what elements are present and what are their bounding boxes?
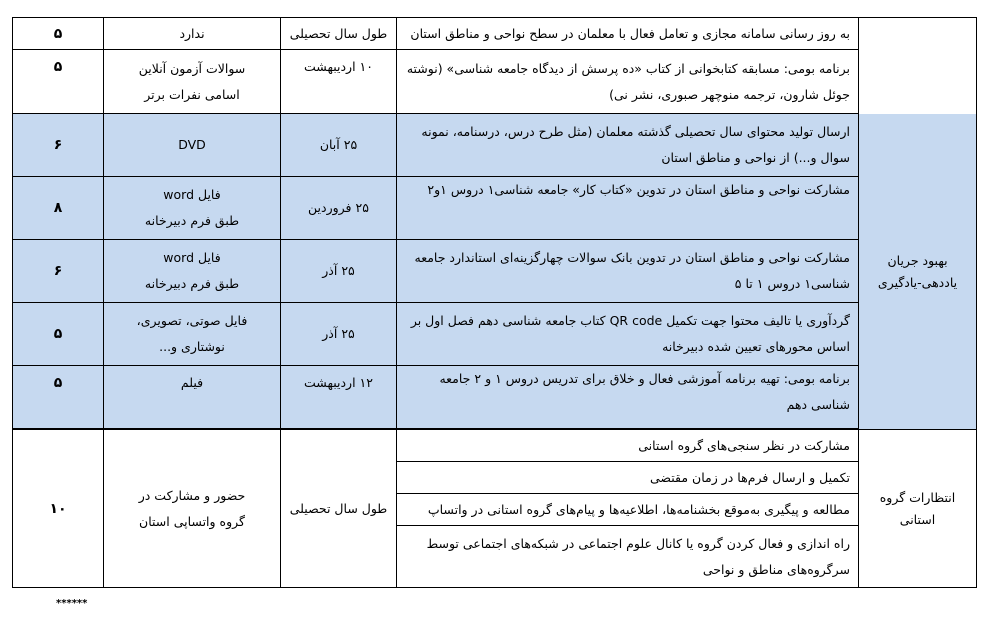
output-cell xyxy=(104,177,281,240)
period-cell: طول سال تحصیلی xyxy=(281,18,397,50)
description-cell: گردآوری یا تالیف محتوا جهت تکمیل QR code کتاب جامعه شناسی دهم فصل اول بر اساس محورهای تعیین شده دبیرخانه xyxy=(397,303,859,366)
period-cell: ۱۲ اردیبهشت xyxy=(281,366,397,429)
output-cell: فیلم xyxy=(104,366,281,429)
category-cell-learning xyxy=(859,18,977,430)
output-cell: ندارد xyxy=(104,18,281,50)
description-cell: مشارکت نواحی و مناطق استان در تدوین بانک سوالات چهارگزینه‌ای استاندارد جامعه شناسی۱ دروس ۱ تا ۵ xyxy=(397,240,859,303)
footer-marks: ****** xyxy=(56,598,88,609)
table-row xyxy=(13,114,977,177)
period-cell: ۱۰ اردیبهشت xyxy=(281,50,397,114)
score-cell: ۵ xyxy=(13,18,104,50)
score-cell: ۸ xyxy=(13,177,104,240)
description-cell: ارسال تولید محتوای سال تحصیلی گذشته معلمان (مثل طرح درس، درسنامه، نمونه سوال و...) از نواحی و مناطق استان xyxy=(397,114,859,177)
table-row xyxy=(13,18,977,50)
table-row xyxy=(13,430,977,462)
activity-table xyxy=(12,17,977,588)
score-cell: ۶ xyxy=(13,114,104,177)
description-cell: مشارکت نواحی و مناطق استان در تدوین «کتاب کار» جامعه شناسی۱ دروس ۱و۲ xyxy=(397,177,859,240)
period-cell: طول سال تحصیلی xyxy=(281,430,397,588)
output-line: نوشتاری و... xyxy=(159,339,225,354)
output-line: فایل صوتی، تصویری، xyxy=(136,313,248,328)
output-cell xyxy=(104,240,281,303)
category-blue-area xyxy=(859,114,976,429)
table-row xyxy=(13,177,977,240)
table-row xyxy=(13,240,977,303)
category-blank xyxy=(859,18,976,114)
output-cell xyxy=(104,430,281,588)
category-line: بهبود جریان xyxy=(887,252,948,268)
score-cell: ۵ xyxy=(13,366,104,429)
category-line: استانی xyxy=(899,511,936,527)
description-cell: تکمیل و ارسال فرم‌ها در زمان مقتضی xyxy=(397,462,859,494)
output-line: اسامی نفرات برتر xyxy=(144,86,240,102)
output-line: فایل word xyxy=(163,187,221,202)
description-cell: به روز رسانی سامانه مجازی و تعامل فعال با معلمان در سطح نواحی و مناطق استان xyxy=(397,18,859,50)
score-cell: ۵ xyxy=(13,303,104,366)
output-cell: DVD xyxy=(104,114,281,177)
period-cell: ۲۵ فروردین xyxy=(281,177,397,240)
output-line: طبق فرم دبیرخانه xyxy=(144,213,240,228)
output-line: فایل word xyxy=(163,250,221,265)
category-holder xyxy=(859,18,976,429)
output-line: طبق فرم دبیرخانه xyxy=(144,276,240,291)
description-cell: مطالعه و پیگیری به‌موقع بخشنامه‌ها، اطلاعیه‌ها و پیام‌های گروه استانی در واتساپ xyxy=(397,494,859,526)
table-row xyxy=(13,303,977,366)
description-cell: راه اندازی و فعال کردن گروه یا کانال علوم اجتماعی در شبکه‌های اجتماعی توسط سرگروه‌های مناطق و نواحی xyxy=(397,526,859,588)
description-cell: مشارکت در نظر سنجی‌های گروه استانی xyxy=(397,430,859,462)
description-cell: برنامه بومی: تهیه برنامه آموزشی فعال و خلاق برای تدریس دروس ۱ و ۲ جامعه شناسی دهم xyxy=(397,366,859,429)
table-row xyxy=(13,366,977,429)
output-cell xyxy=(104,303,281,366)
period-cell: ۲۵ آذر xyxy=(281,303,397,366)
category-cell-provincial xyxy=(859,430,977,588)
period-cell: ۲۵ آبان xyxy=(281,114,397,177)
activity-table-wrapper xyxy=(12,17,976,588)
score-cell: ۵ xyxy=(13,50,104,114)
description-cell: برنامه بومی: مسابقه کتابخوانی از کتاب «ده پرسش از دیدگاه جامعه شناسی» (نوشته جوئل شارون، ترجمه منوچهر صبوری، نشر نی) xyxy=(397,50,859,114)
period-cell: ۲۵ آذر xyxy=(281,240,397,303)
category-line: انتظارات گروه xyxy=(879,489,956,505)
category-line: یاددهی-یادگیری xyxy=(877,274,958,290)
output-line: گروه واتساپی استان xyxy=(139,513,245,529)
output-cell xyxy=(104,50,281,114)
output-line: حضور و مشارکت در xyxy=(138,487,246,503)
score-cell: ۶ xyxy=(13,240,104,303)
table-row xyxy=(13,50,977,114)
output-line: سوالات آزمون آنلاین xyxy=(138,60,246,76)
score-cell: ۱۰ xyxy=(13,430,104,588)
